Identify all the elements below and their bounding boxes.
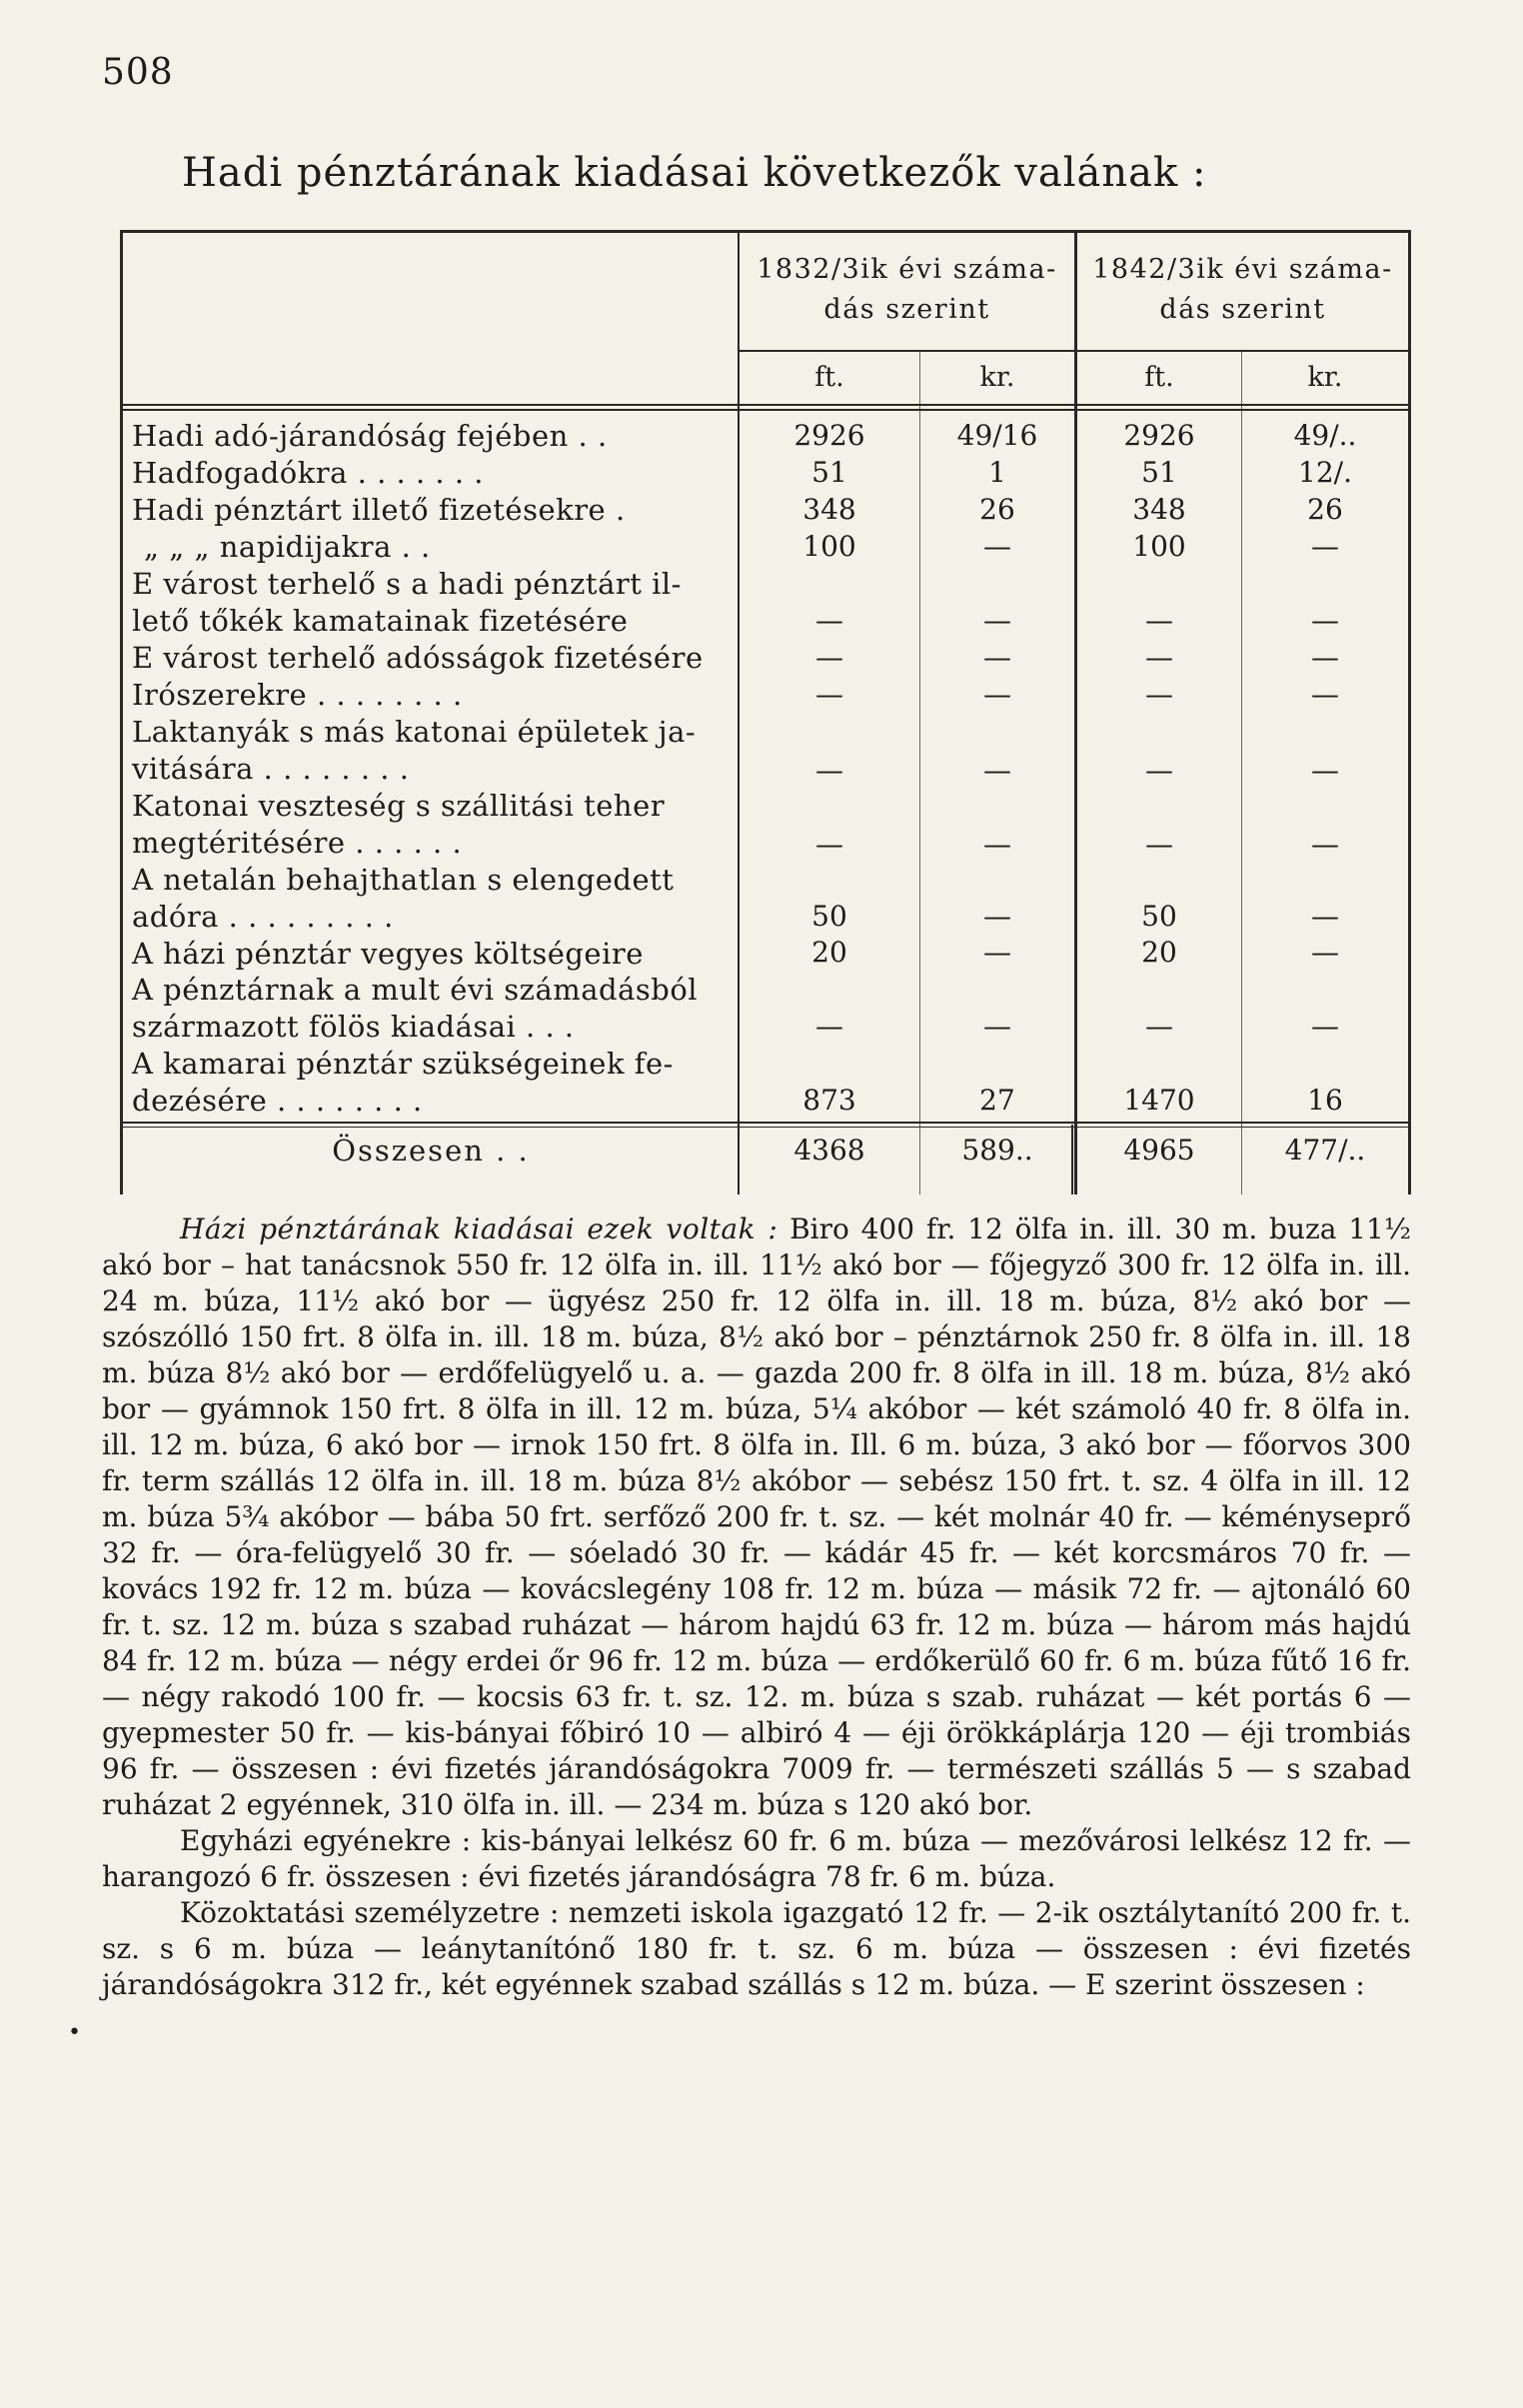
cell-ft: —	[815, 604, 843, 637]
header-bottom-rule	[120, 404, 1411, 406]
total-rule	[120, 1122, 1411, 1124]
cell-kr: —	[983, 936, 1011, 969]
paragraph-church: Egyházi egyénekre : kis-bányai lelkész 60 fr. 6 m. búza — mezővárosi lelkész 12 fr. — harangozó 6 fr. összesen : évi fizetés járandóságra 78 fr. 6 m. búza.	[102, 1824, 1411, 1893]
group-header-line1: 1842/3ik évi száma-	[1092, 254, 1393, 285]
total-kr: 589..	[961, 1134, 1033, 1167]
row-label: Hadfogadókra . . . . . . .	[132, 456, 484, 490]
row-label-line2: lető tőkék kamatainak fizetésére	[132, 604, 629, 638]
cell-ft: 100	[802, 530, 856, 563]
group-header-line2: dás szerint	[1159, 294, 1326, 325]
row-label-line2: megtéritésére . . . . . .	[132, 826, 463, 860]
unit-header-ft: ft.	[1144, 362, 1174, 393]
cell-ft: —	[1145, 828, 1173, 861]
row-label-line1: A netalán behajthatlan s elengedett	[132, 863, 675, 897]
cell-kr: 1	[988, 456, 1006, 489]
expense-table	[120, 230, 1411, 1195]
page-title: Hadi pénztárának kiadásai következők valának :	[182, 150, 1207, 196]
cell-kr: —	[1311, 754, 1339, 787]
cell-kr: —	[1311, 678, 1339, 711]
row-label-line2: adóra . . . . . . . . .	[132, 900, 394, 934]
unit-header-kr: kr.	[979, 362, 1015, 393]
table-left-rule	[120, 230, 123, 1195]
cell-kr: 16	[1307, 1084, 1343, 1117]
unit-header-rule	[740, 350, 1411, 352]
cell-kr: 27	[979, 1084, 1015, 1117]
unit-header-ft: ft.	[814, 362, 844, 393]
cell-ft: 1470	[1123, 1084, 1195, 1117]
cell-ft: —	[1145, 1010, 1173, 1043]
paragraph-lead: Házi pénztárának kiadásai ezek voltak :	[180, 1212, 778, 1245]
cell-ft: 348	[1132, 493, 1186, 526]
total-label: Összesen . .	[332, 1134, 530, 1168]
row-label	[132, 566, 730, 640]
group-header-1842	[1077, 250, 1408, 330]
header-bottom-rule-2	[120, 409, 1411, 411]
cell-ft: —	[1145, 754, 1173, 787]
paragraph-education: Közoktatási személyzetre : nemzeti iskola igazgató 12 fr. — 2-ik osztálytanító 200 fr. t. sz. s 6 m. búza — leánytanítónő 180 fr. t. sz. 6 m. búza — összesen : évi fizetés járandóságokra 312 fr., két egyénnek szabad szállás s 12 m. búza. — E szerint összesen :	[102, 1896, 1411, 2001]
total-ft: 4368	[793, 1134, 865, 1167]
cell-kr: —	[1311, 1010, 1339, 1043]
row-label: E várost terhelő adósságok fizetésére	[132, 641, 704, 675]
total-ft: 4965	[1123, 1134, 1195, 1167]
row-label-line1: A kamarai pénztár szükségeinek fe-	[132, 1047, 674, 1081]
page-number: 508	[102, 52, 174, 93]
row-label-line1: Laktanyák s más katonai épületek ja-	[132, 715, 697, 749]
row-label	[132, 788, 730, 862]
row-label: Irószerekre . . . . . . . .	[132, 678, 463, 712]
cell-kr: —	[1311, 828, 1339, 861]
cell-ft: 100	[1132, 530, 1186, 563]
cell-kr: —	[983, 678, 1011, 711]
cell-ft: 20	[1141, 936, 1177, 969]
row-label-line1: A pénztárnak a mult évi számadásból	[132, 973, 699, 1007]
cell-kr: —	[983, 828, 1011, 861]
cell-ft: —	[815, 828, 843, 861]
row-label	[132, 972, 730, 1046]
cell-kr: —	[983, 900, 1011, 933]
group-header-line1: 1832/3ik évi száma-	[757, 254, 1057, 285]
row-label	[132, 862, 730, 936]
cell-kr: 26	[979, 493, 1015, 526]
row-label	[132, 714, 730, 788]
cell-ft: 51	[811, 456, 847, 489]
row-label	[132, 1046, 730, 1120]
cell-ft: 50	[1141, 900, 1177, 933]
cell-kr: —	[983, 754, 1011, 787]
total-rule-2	[120, 1127, 1411, 1128]
table-top-rule	[120, 230, 1411, 233]
cell-ft: —	[815, 678, 843, 711]
total-kr: 477/..	[1284, 1134, 1366, 1167]
row-label: Hadi adó-járandóság fejében . .	[132, 419, 608, 453]
row-label-line1: Katonai veszteség s szállitási teher	[132, 789, 666, 823]
cell-kr: 49/16	[956, 419, 1038, 452]
cell-ft: 20	[811, 936, 847, 969]
cell-ft: —	[1145, 678, 1173, 711]
cell-ft: 2926	[793, 419, 865, 452]
cell-kr: —	[1311, 530, 1339, 563]
row-label-line1: E várost terhelő s a hadi pénztárt il-	[132, 567, 682, 601]
cell-ft: —	[815, 754, 843, 787]
cell-ft: 50	[811, 900, 847, 933]
cell-kr: —	[983, 530, 1011, 563]
cell-kr: —	[983, 604, 1011, 637]
paragraph-house-treasury	[102, 1211, 1411, 1823]
cell-ft: 2926	[1123, 419, 1195, 452]
paragraph-text: Biro 400 fr. 12 ölfa in. ill. 30 m. buza 11½ akó bor – hat tanácsnok 550 fr. 12 ölfa in. ill. 11½ akó bor — főjegyző 300 fr. 12 ölfa in. ill. 24 m. búza, 11½ akó bor — ügyész 250 fr. 12 ölfa in. ill. 18 m. búza, 8½ akó bor — szószólló 150 frt. 8 ölfa in. ill. 18 m. búza, 8½ akó bor – pénztárnok 250 fr. 8 ölfa in. ill. 18 m. búza 8½ akó bor — erdőfelügyelő u. a. — gazda 200 fr. 8 ölfa in ill. 18 m. búza, 8½ akó bor — gyámnok 150 frt. 8 ölfa in ill. 12 m. búza, 5¼ akóbor — két számoló 40 fr. 8 ölfa in. ill. 12 m. búza, 6 akó bor — irnok 150 frt. 8 ölfa in. Ill. 6 m. búza, 3 akó bor — főorvos 300 fr. term szállás 12 ölfa in. ill. 18 m. búza 8½ akóbor — sebész 150 frt. t. sz. 4 ölfa in ill. 12 m. búza 5¾ akóbor — bába 50 frt. serfőző 200 fr. t. sz. — két molnár 40 fr. — kéményseprő 32 fr. — óra-felügyelő 30 fr. — sóeladó 30 fr. — kádár 45 fr. — két korcsmáros 70 fr. — kovács 192 fr. 12 m. búza — kovácslegény 108 fr. 12 m. búza — másik 72 fr. — ajtonáló 60 fr. t. sz. 12 m. búza s szabad ruházat — három hajdú 63 fr. 12 m. búza — három más hajdú 84 fr. 12 m. búza — négy erdei őr 96 fr. 12 m. búza — erdőkerülő 60 fr. 6 m. búza fűtő 16 fr. — négy rakodó 100 fr. — kocsis 63 fr. t. sz. 12. m. búza s szab. ruházat — két portás 6 — gyepmester 50 fr. — kis-bányai főbiró 10 — albiró 4 — éji örökkáplárja 120 — éji trombiás 96 fr. — összesen : évi fizetés járandóságokra 7009 fr. — természeti szállás 5 — s szabad ruházat 2 egyénnek, 310 ölfa in. ill. — 234 m. búza s 120 akó bor.	[102, 1212, 1411, 1821]
row-label-line2: származott fölös kiadásai . . .	[132, 1010, 575, 1044]
row-label-line2: dezésére . . . . . . . .	[132, 1084, 423, 1118]
group-header-line2: dás szerint	[823, 294, 990, 325]
cell-kr: 26	[1307, 493, 1343, 526]
cell-kr: —	[983, 1010, 1011, 1043]
cell-ft: —	[815, 641, 843, 674]
cell-ft: —	[815, 1010, 843, 1043]
cell-kr: 12/.	[1298, 456, 1352, 489]
row-label-line2: vitására . . . . . . . .	[132, 752, 410, 786]
cell-ft: 348	[802, 493, 856, 526]
cell-kr: —	[1311, 936, 1339, 969]
row-label: „ „ „ napidijakra . .	[144, 530, 431, 564]
cell-kr: —	[1311, 641, 1339, 674]
cell-kr: —	[983, 641, 1011, 674]
cell-kr: —	[1311, 604, 1339, 637]
table-right-rule	[1408, 230, 1411, 1195]
group-header-1832	[740, 250, 1074, 330]
cell-kr: —	[1311, 900, 1339, 933]
unit-header-kr: kr.	[1307, 362, 1343, 393]
cell-kr: 49/..	[1293, 419, 1357, 452]
body-text	[102, 1211, 1411, 2003]
cell-ft: —	[1145, 604, 1173, 637]
row-label: A házi pénztár vegyes költségeire	[132, 937, 644, 971]
row-label: Hadi pénztárt illető fizetésekre .	[132, 493, 626, 527]
cell-ft: 873	[802, 1084, 856, 1117]
margin-bullet: •	[68, 2020, 81, 2045]
cell-ft: 51	[1141, 456, 1177, 489]
cell-ft: —	[1145, 641, 1173, 674]
